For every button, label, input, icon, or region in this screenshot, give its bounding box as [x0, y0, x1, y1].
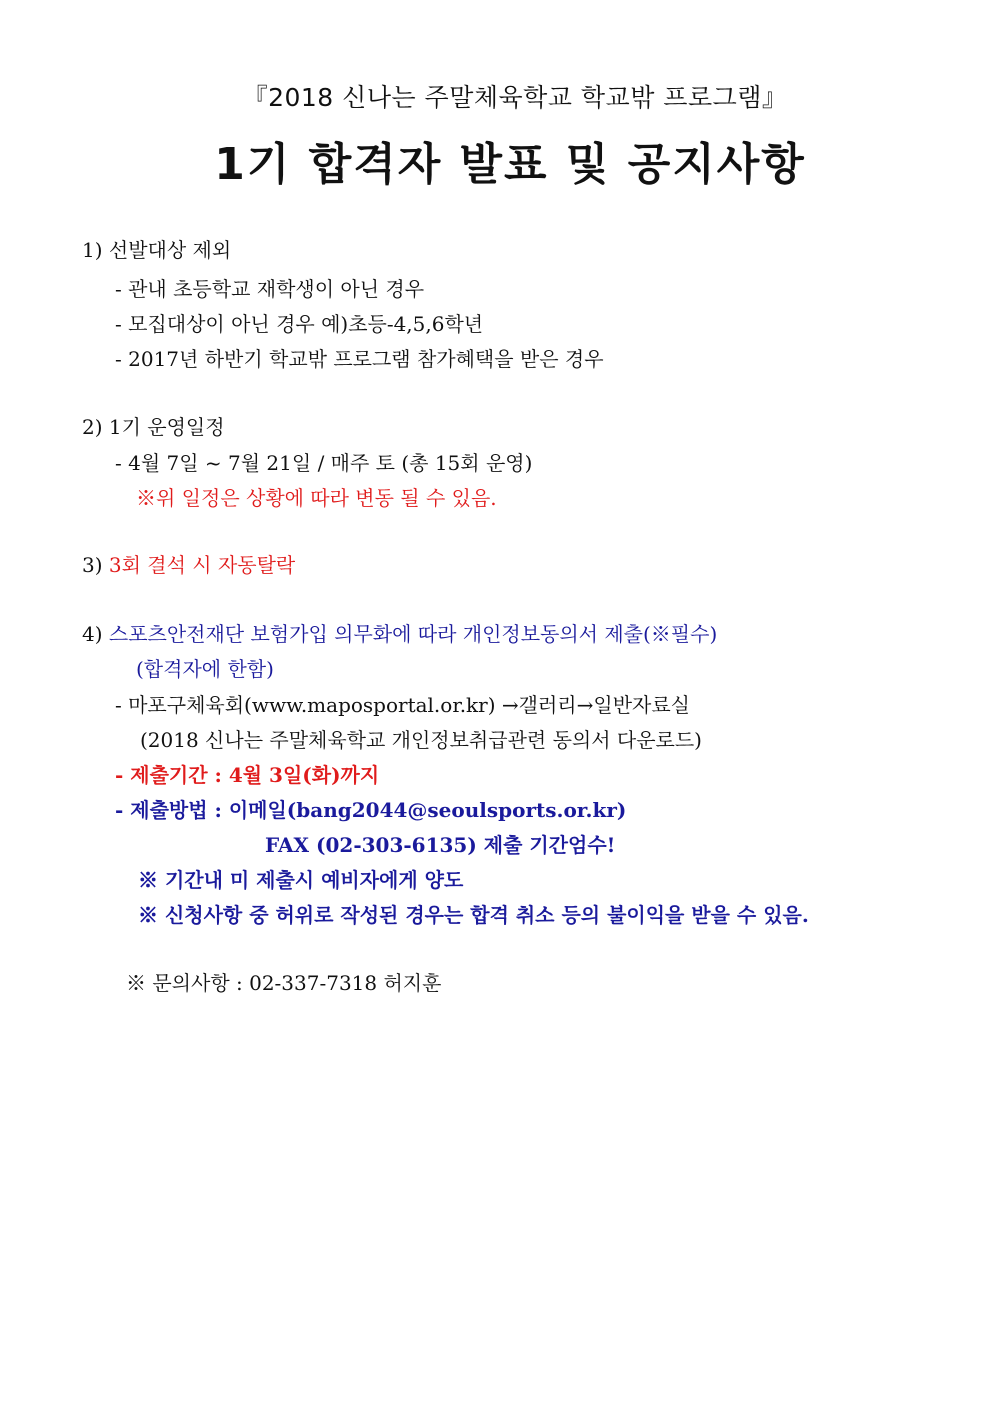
section-1-item: - 2017년 하반기 학교밖 프로그램 참가혜택을 받은 경우 — [115, 347, 604, 371]
section-1-item: - 모집대상이 아닌 경우 예)초등-4,5,6학년 — [115, 312, 484, 336]
section-4-scope: (합격자에 한함) — [136, 657, 274, 681]
warning-false-info: ※ 신청사항 중 허위로 작성된 경우는 합격 취소 등의 불이익을 받을 수 있음. — [138, 903, 809, 927]
section-2-heading: 2) 1기 운영일정 — [82, 415, 225, 439]
warning-deadline: ※ 기간내 미 제출시 예비자에게 양도 — [138, 868, 464, 892]
section-3-text: 3회 결석 시 자동탈락 — [108, 553, 296, 577]
download-description: (2018 신나는 주말체육학교 개인정보취급관련 동의서 다운로드) — [140, 728, 702, 752]
section-4-text: 스포츠안전재단 보험가입 의무화에 따라 개인정보동의서 제출(※필수) — [108, 622, 718, 646]
schedule-note: ※위 일정은 상황에 따라 변동 될 수 있음. — [136, 486, 497, 510]
section-3-heading — [82, 552, 295, 578]
submission-method: - 제출방법 : 이메일(bang2044@seoulsports.or.kr) — [115, 798, 627, 822]
page-title: 1기 합격자 발표 및 공지사항 — [214, 139, 806, 190]
submission-fax: FAX (02-303-6135) 제출 기간엄수! — [265, 833, 616, 857]
section-4-heading — [82, 621, 717, 647]
download-source: - 마포구체육회(www.maposportal.or.kr) →갤러리→일반자료실 — [115, 693, 690, 717]
section-1-item: - 관내 초등학교 재학생이 아닌 경우 — [115, 277, 425, 301]
submission-deadline: - 제출기간 : 4월 3일(화)까지 — [115, 763, 380, 787]
section-3-number: 3) — [82, 553, 103, 577]
contact-info: ※ 문의사항 : 02-337-7318 허지훈 — [126, 971, 442, 995]
section-1-heading: 1) 선발대상 제외 — [82, 238, 232, 262]
program-subtitle: 『2018 신나는 주말체육학교 학교밖 프로그램』 — [242, 83, 788, 112]
schedule-text: - 4월 7일 ~ 7월 21일 / 매주 토 (총 15회 운영) — [115, 451, 533, 475]
section-4-number: 4) — [82, 622, 103, 646]
